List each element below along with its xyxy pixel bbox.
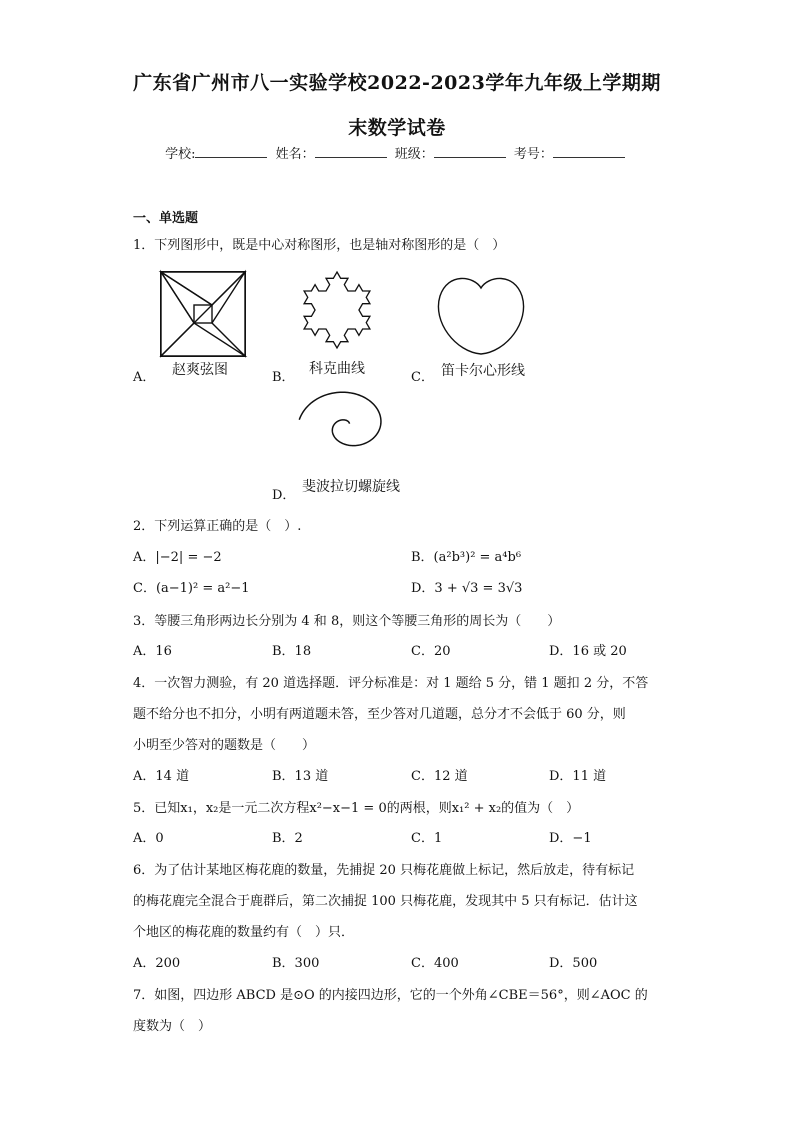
q6-option-a[interactable]: A．200	[133, 956, 181, 971]
q4-option-c[interactable]: C．12 道	[411, 769, 468, 784]
question-7-line2: 度数为（ ）	[133, 1019, 212, 1034]
question-4-line3: 小明至少答对的题数是（ ）	[133, 738, 316, 753]
q5-option-b[interactable]: B．2	[272, 831, 303, 846]
question-5-stem: 5．已知x₁，x₂是一元二次方程x²−x−1 = 0的两根，则x₁² + x₂的值为（ ）	[133, 801, 580, 816]
q6-option-c[interactable]: C．400	[411, 956, 459, 971]
q1-option-b-caption: 科克曲线	[309, 361, 365, 377]
q5-option-a[interactable]: A．0	[133, 831, 164, 846]
question-4-line1: 4．一次智力测验，有 20 道选择题．评分标准是：对 1 题给 5 分，错 1 题扣 2 分，不答	[133, 676, 649, 691]
q4-option-a[interactable]: A．14 道	[133, 769, 190, 784]
q4-option-d[interactable]: D．11 道	[549, 769, 607, 784]
question-6-line2: 的梅花鹿完全混合于鹿群后，第二次捕捉 100 只梅花鹿，发现其中 5 只有标记．估计这	[133, 894, 638, 909]
student-info-line	[0, 143, 794, 162]
question-7-line1: 7．如图，四边形 ABCD 是⊙O 的内接四边形，它的一个外角∠CBE＝56°，则∠AOC 的	[133, 988, 648, 1003]
q5-option-c[interactable]: C．1	[411, 831, 443, 846]
name-field[interactable]	[315, 145, 387, 158]
id-field[interactable]	[553, 145, 625, 158]
class-label: 班级：	[394, 147, 434, 162]
q2-option-b[interactable]: B．(a²b³)² = a⁴b⁶	[411, 550, 522, 565]
zhao-shuang-diagram-icon	[160, 271, 246, 357]
q3-option-a[interactable]: A．16	[133, 644, 172, 659]
name-label: 姓名：	[275, 147, 315, 162]
q1-option-a-caption: 赵爽弦图	[172, 362, 228, 378]
q3-option-c[interactable]: C．20	[411, 644, 451, 659]
page-title-line1: 广东省广州市八一实验学校2022-2023学年九年级上学期期	[133, 72, 661, 94]
q1-option-c-letter[interactable]: C．	[411, 370, 434, 385]
question-3-stem: 3．等腰三角形两边长分别为 4 和 8，则这个等腰三角形的周长为（ ）	[133, 614, 561, 629]
q1-option-c-caption: 笛卡尔心形线	[441, 363, 525, 379]
school-label: 学校:	[165, 147, 196, 162]
q1-option-d-caption: 斐波拉切螺旋线	[302, 479, 400, 495]
page-title-line2: 末数学试卷	[348, 117, 446, 139]
q6-option-d[interactable]: D．500	[549, 956, 598, 971]
question-1-stem: 1．下列图形中，既是中心对称图形，也是轴对称图形的是（ ）	[133, 238, 506, 253]
section-heading: 一、单选题	[133, 211, 199, 226]
q6-option-b[interactable]: B．300	[272, 956, 320, 971]
q2-option-c[interactable]: C．(a−1)² = a²−1	[133, 581, 250, 596]
question-6-line3: 个地区的梅花鹿的数量约有（ ）只．	[133, 925, 355, 940]
koch-snowflake-icon	[296, 262, 378, 354]
cardioid-icon	[436, 274, 526, 356]
q5-option-d[interactable]: D．−1	[549, 831, 592, 846]
q3-option-d[interactable]: D．16 或 20	[549, 644, 627, 659]
question-4-line2: 题不给分也不扣分，小明有两道题未答，至少答对几道题，总分才不会低于 60 分，则	[133, 707, 626, 722]
id-label: 考号：	[513, 147, 553, 162]
class-field[interactable]	[434, 145, 506, 158]
q4-option-b[interactable]: B．13 道	[272, 769, 329, 784]
question-6-line1: 6．为了估计某地区梅花鹿的数量，先捕捉 20 只梅花鹿做上标记，然后放走，待有标记	[133, 863, 635, 878]
q2-option-d[interactable]: D．3 + √3 = 3√3	[411, 581, 523, 596]
spiral-icon	[298, 388, 392, 462]
school-field[interactable]	[195, 145, 267, 158]
q1-option-a-letter[interactable]: A．	[133, 370, 156, 385]
q1-option-d-letter[interactable]: D．	[272, 488, 296, 503]
q1-option-b-letter[interactable]: B．	[272, 370, 295, 385]
q3-option-b[interactable]: B．18	[272, 644, 312, 659]
q2-option-a[interactable]: A．|−2| = −2	[133, 550, 222, 565]
question-2-stem: 2．下列运算正确的是（ ）.	[133, 519, 302, 534]
